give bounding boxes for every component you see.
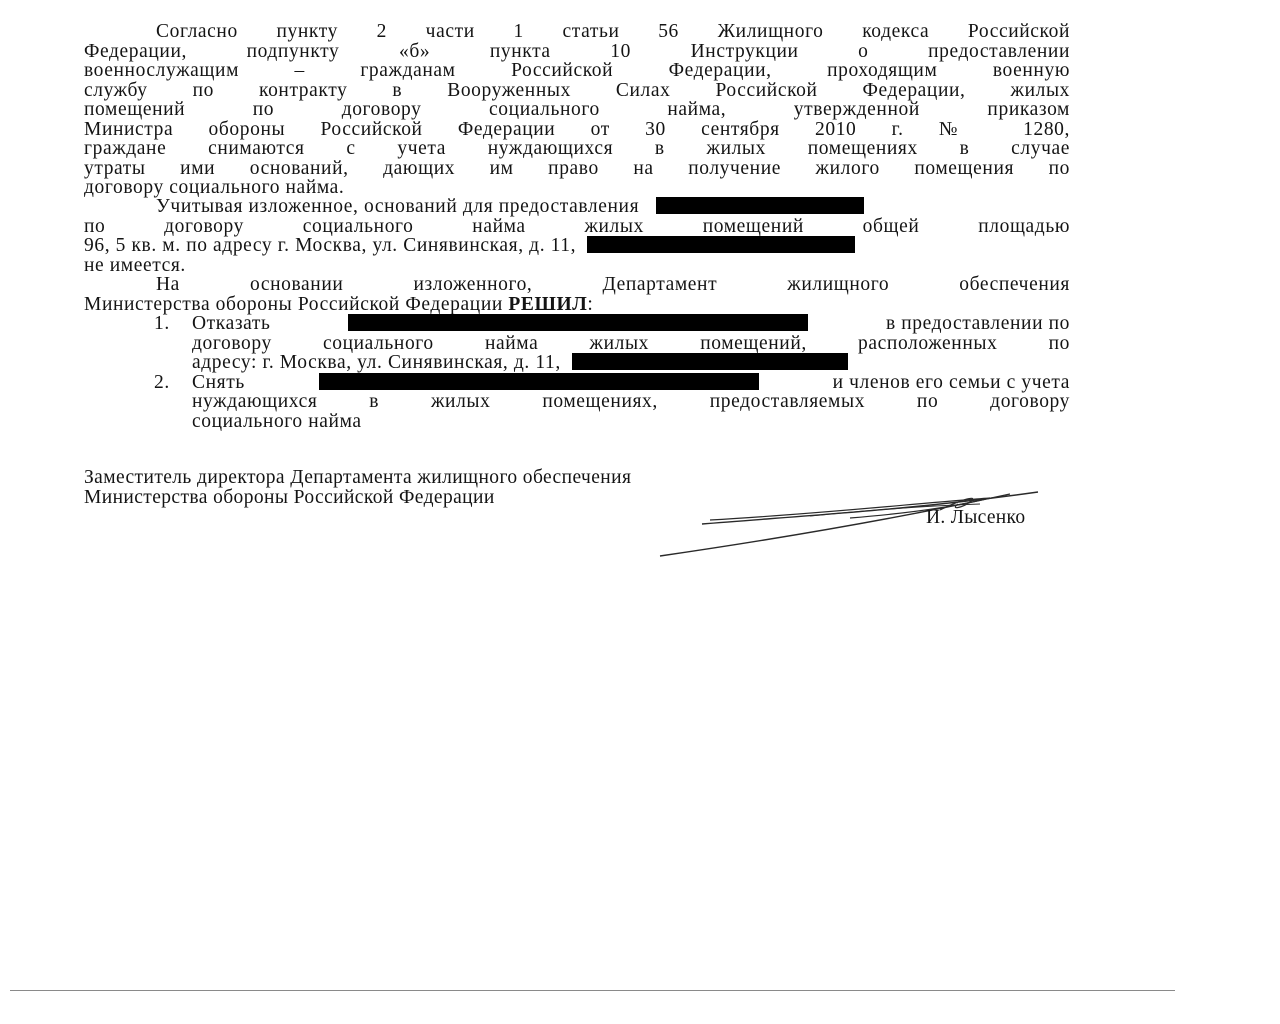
list-number: 1. [154,313,170,334]
text-line: не имеется. [84,254,186,276]
text-line: Согласно пункту 2 части 1 статьи 56 Жилищного кодекса Российской [156,21,1070,42]
text-line: договору социального найма жилых помещений, расположенных по [192,332,1070,354]
text-line: утраты ими оснований, дающих им право на получение жилого помещения по [84,157,1070,179]
text-line: социального найма [192,410,362,432]
decision-item-1 [154,313,1070,373]
text-line: Отказать в предоставлении по [192,313,1070,334]
position-line: Заместитель директора Департамента жилищного обеспечения [84,467,632,488]
position-line: Министерства обороны Российской Федерации [84,487,495,508]
text-line: граждане снимаются с учета нуждающихся в жилых помещениях в случае [84,138,1070,159]
text-line: помещений по договору социального найма, утвержденной приказом [84,99,1070,120]
text-line: Снять и членов его семьи с учета [192,371,1070,393]
decision-keyword: РЕШИЛ [508,293,588,315]
list-number: 2. [154,371,170,393]
text-line: службу по контракту в Вооруженных Силах Российской Федерации, жилых [84,79,1070,101]
scan-edge-line [10,990,1175,991]
signer-name: И. Лысенко [926,507,1026,528]
redaction-bar [572,353,848,370]
redaction-bar [587,236,855,253]
decision-list [84,314,1070,431]
paragraph-considering [84,197,1070,275]
text-line: Федерации, подпункту «б» пункта 10 Инструкции о предоставлении [84,40,1070,62]
redaction-bar [348,314,808,331]
redaction-bar [319,373,759,390]
text-line: договору социального найма. [84,177,345,198]
paragraph-decision-intro [84,275,1070,314]
text-line: Министерства обороны Российской Федерации РЕШИЛ: [84,293,594,315]
text-line: 96, 5 кв. м. по адресу г. Москва, ул. Синявинская, д. 11, [84,236,1070,256]
redaction-bar [656,197,864,214]
text-line: военнослужащим – гражданам Российской Федерации, проходящим военную [84,60,1070,81]
text-line: Министра обороны Российской Федерации от 30 сентября 2010 г. № 1280, [84,118,1070,140]
decision-item-2 [154,371,1070,432]
text-line: нуждающихся в жилых помещениях, предоставляемых по договору [192,391,1070,412]
text-line: по договору социального найма жилых помещений общей площадью [84,215,1070,237]
text-line: Учитывая изложенное, оснований для предоставления [84,197,1070,217]
text-line: На основании изложенного, Департамент жилищного обеспечения [156,274,1070,295]
text-line: адресу: г. Москва, ул. Синявинская, д. 11, [192,353,1070,373]
paragraph-legal-basis [84,22,1070,198]
